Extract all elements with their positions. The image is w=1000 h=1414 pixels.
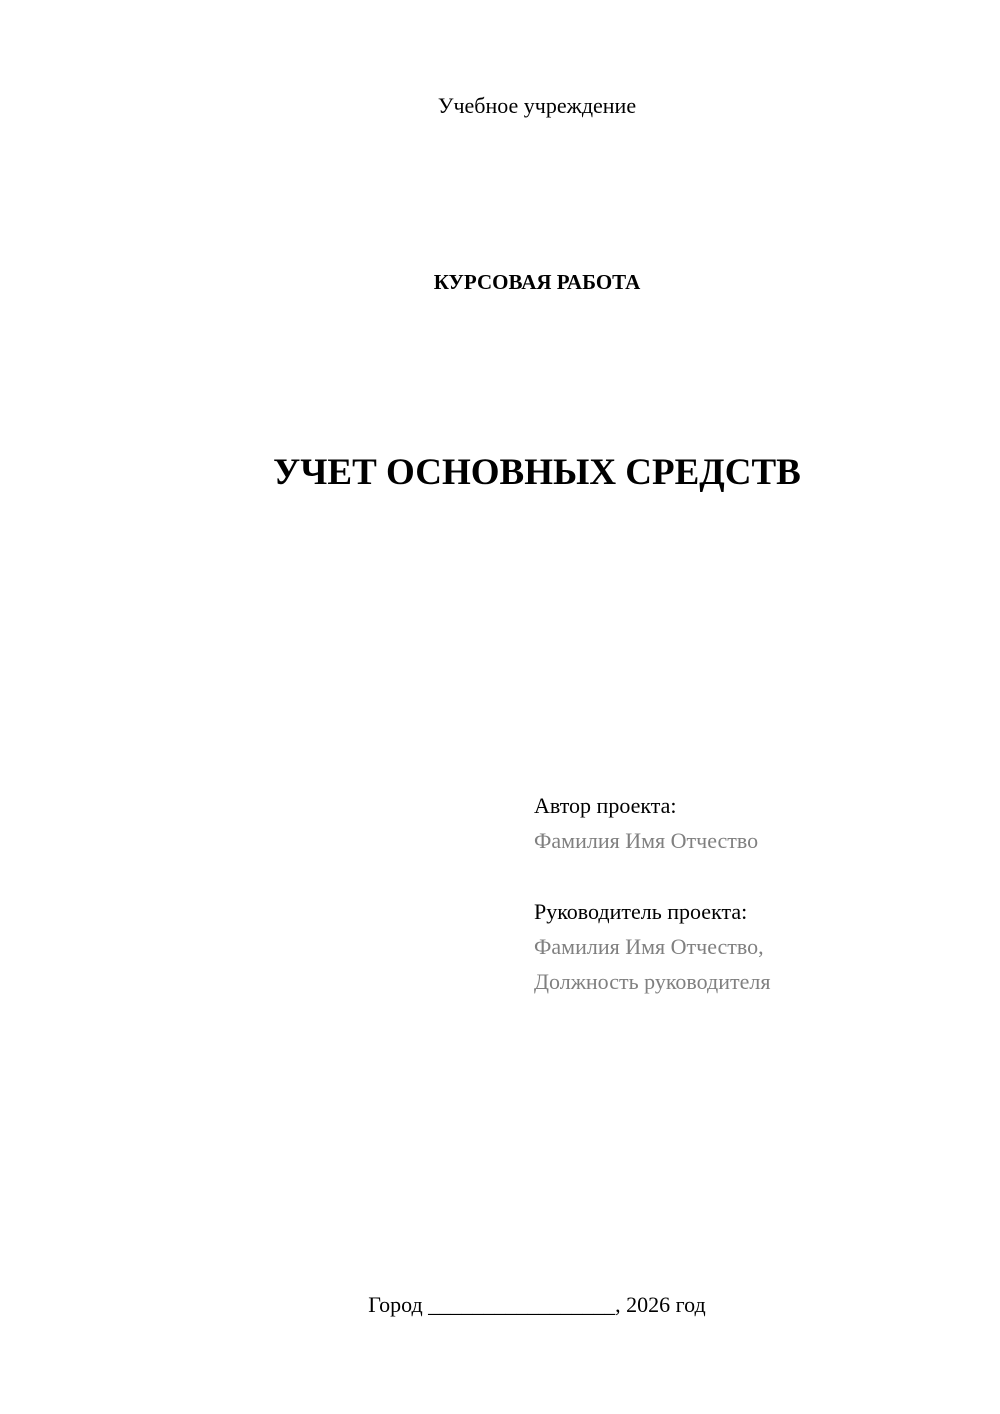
author-label: Автор проекта: (534, 793, 677, 818)
supervisor-name: Фамилия Имя Отчество, (534, 934, 764, 959)
supervisor-label: Руководитель проекта: (534, 899, 748, 924)
supervisor-position: Должность руководителя (534, 969, 771, 994)
topic-title: УЧЕТ ОСНОВНЫХ СРЕДСТВ (273, 452, 801, 493)
work-type-heading: КУРСОВАЯ РАБОТА (433, 270, 641, 294)
city-year-line: Город _________________, 2026 год (368, 1292, 706, 1317)
author-name: Фамилия Имя Отчество (534, 828, 759, 853)
spacer (534, 858, 974, 894)
institution-name: Учебное учреждение (437, 93, 637, 118)
participants-block (534, 788, 974, 999)
